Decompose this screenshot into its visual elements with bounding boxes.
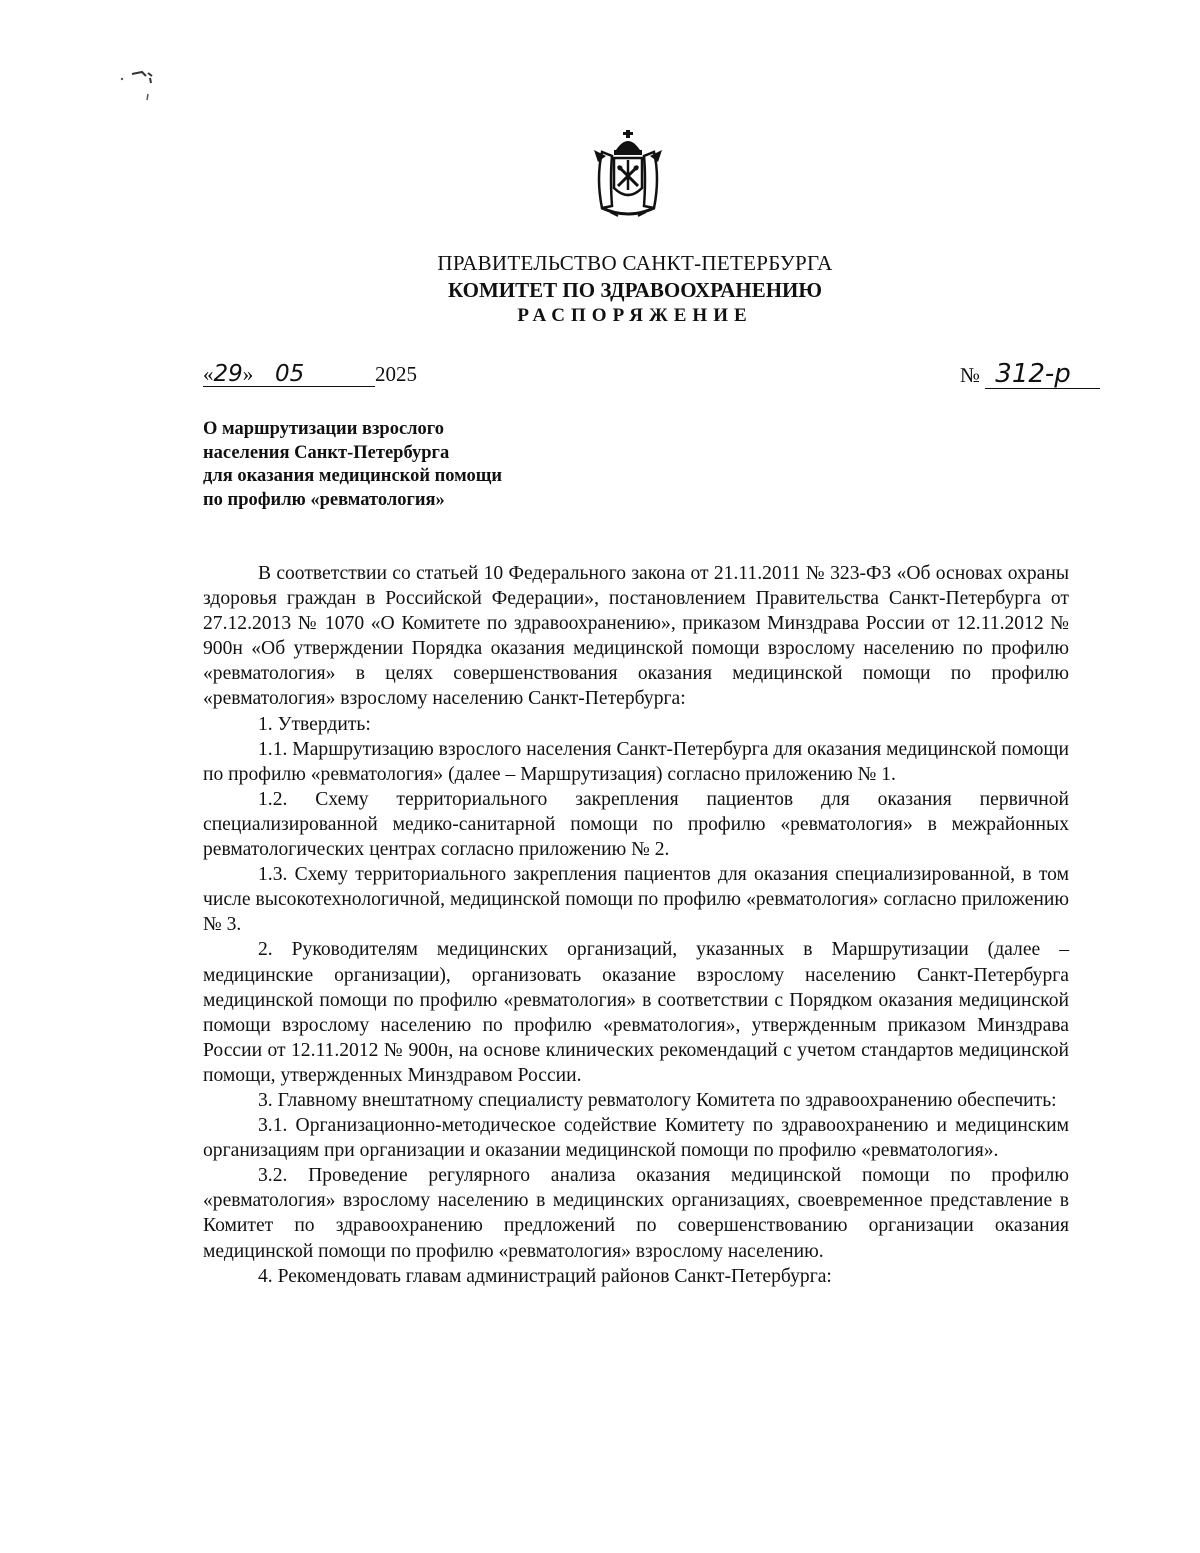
date-open-quote: «	[203, 362, 214, 386]
date-day: 29	[213, 361, 243, 387]
scan-artifact-mark	[118, 64, 164, 114]
number-prefix: №	[960, 363, 981, 387]
document-number	[960, 360, 1100, 389]
clause-1-2: 1.2. Схему территориального закрепления пациентов для оказания первичной специализированной медико-санитарной помощи по профилю «ревматология» в межрайонных ревматологических центрах согласно приложению № 2.	[203, 788, 1069, 861]
document-type: РАСПОРЯЖЕНИЕ	[517, 305, 753, 326]
clause-4: 4. Рекомендовать главам администраций районов Санкт-Петербурга:	[258, 1265, 832, 1287]
coat-of-arms-emblem	[588, 128, 668, 220]
preamble-paragraph: В соответствии со статьей 10 Федерального закона от 21.11.2011 № 323-ФЗ «Об основах охраны здоровья граждан в Российской Федерации», постановлением Правительства Санкт-Петербурга от 27.12.2013 № 1070 «О Комитете по здравоохранению», приказом Минздрава России от 12.11.2012 № 900н «Об утверждении Порядка оказания медицинской помощи взрослому населению по профилю «ревматология» в целях совершенствования оказания медицинской помощи по профилю «ревматология» взрослому населению Санкт-Петербурга:	[203, 563, 1069, 710]
committee-name: КОМИТЕТ ПО ЗДРАВООХРАНЕНИЮ	[447, 278, 823, 302]
clause-1-1: 1.1. Маршрутизацию взрослого населения Санкт-Петербурга для оказания медицинской помощи по профилю «ревматология» (далее – Маршрутизация) согласно приложению № 1.	[203, 738, 1069, 785]
document-header	[0, 250, 1200, 329]
subject-line: для оказания медицинской помощи	[203, 466, 503, 486]
date-close-quote: »	[242, 362, 254, 386]
government-name: ПРАВИТЕЛЬСТВО САНКТ-ПЕТЕРБУРГА	[437, 251, 833, 275]
number-value: 312-р	[985, 360, 1100, 389]
subject-line: О маршрутизации взрослого	[203, 419, 444, 439]
date-month: 05	[275, 361, 305, 387]
document-date	[203, 362, 417, 394]
clause-1-3: 1.3. Схему территориального закрепления пациентов для оказания специализированной, в том числе высокотехнологичной, медицинской помощи по профилю «ревматология» согласно приложению № 3.	[203, 864, 1069, 936]
subject-line: населения Санкт-Петербурга	[203, 442, 450, 463]
document-subject	[203, 418, 623, 512]
clause-3-2: 3.2. Проведение регулярного анализа оказания медицинской помощи по профилю «ревматология» взрослому населению в медицинских организациях, своевременное представление в Комитет по здравоохранению предложений по совершенствованию организации оказания медицинской помощи по профилю «ревматология» взрослому населению.	[203, 1165, 1069, 1262]
clause-1: 1. Утвердить:	[258, 713, 371, 735]
clause-3-1: 3.1. Организационно-методическое содействие Комитету по здравоохранению и медицинским организациям при организации и оказании медицинской помощи по профилю «ревматология».	[203, 1115, 1069, 1162]
subject-line: по профилю «ревматология»	[203, 489, 445, 510]
clause-2: 2. Руководителям медицинских организаций, указанных в Маршрутизации (далее – медицинские организации), организовать оказание взрослому населению Санкт-Петербурга медицинской помощи по профилю «ревматология» в соответствии с Порядком оказания медицинской помощи взрослому населению по профилю «ревматология», утвержденным приказом Минздрава России от 12.11.2012 № 900н, на основе клинических рекомендаций с учетом стандартов медицинской помощи, утвержденных Минздравом России.	[203, 939, 1069, 1086]
document-body	[203, 561, 1069, 1289]
clause-3: 3. Главному внештатному специалисту ревматологу Комитета по здравоохранению обеспечить:	[258, 1089, 1057, 1111]
date-year: 2025	[375, 362, 417, 386]
